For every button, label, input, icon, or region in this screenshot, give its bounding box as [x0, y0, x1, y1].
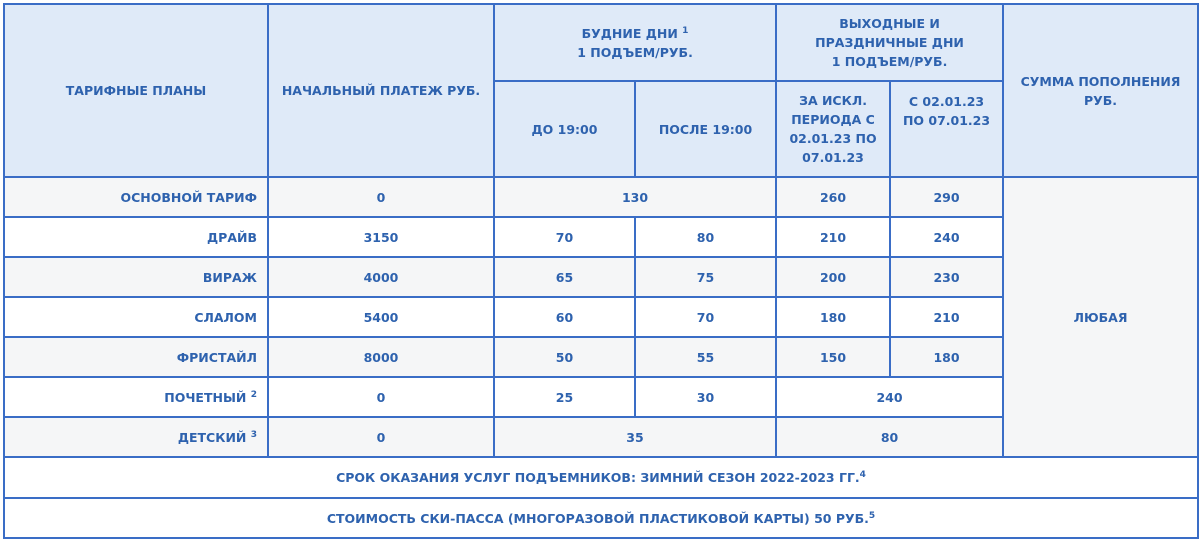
row-name: ДЕТСКИЙ $^3$: [4, 417, 268, 457]
topup-value: ЛЮБАЯ: [1003, 177, 1198, 457]
row-weekend-except: 200: [776, 257, 890, 297]
row-after-19: 55: [635, 337, 776, 377]
row-initial: 8000: [268, 337, 494, 377]
row-weekend-except: 260: [776, 177, 890, 217]
tariff-table: [3, 3, 1199, 539]
row-before-19: 65: [494, 257, 635, 297]
row-after-19: 80: [635, 217, 776, 257]
header-except-period: ЗА ИСКЛ. ПЕРИОДА С 02.01.23 ПО 07.01.23: [776, 81, 890, 177]
row-name: ОСНОВНОЙ ТАРИФ: [4, 177, 268, 217]
row-weekend-period: 230: [890, 257, 1003, 297]
row-initial: 4000: [268, 257, 494, 297]
header-before-19: ДО 19:00: [494, 81, 635, 177]
row-after-19: 70: [635, 297, 776, 337]
row-before-19: 60: [494, 297, 635, 337]
header-after-19: ПОСЛЕ 19:00: [635, 81, 776, 177]
header-weekends: ВЫХОДНЫЕ И ПРАЗДНИЧНЫЕ ДНИ 1 ПОДЪЕМ/РУБ.: [776, 4, 1003, 81]
row-name: ДРАЙВ: [4, 217, 268, 257]
header-weekdays: БУДНИЕ ДНИ $^1$ 1 ПОДЪЕМ/РУБ.: [494, 4, 776, 81]
row-weekend-except: 150: [776, 337, 890, 377]
row-weekday: 35: [494, 417, 776, 457]
header-initial-payment: НАЧАЛЬНЫЙ ПЛАТЕЖ РУБ.: [268, 4, 494, 177]
row-name: ВИРАЖ: [4, 257, 268, 297]
header-row-top: [4, 4, 1198, 81]
row-after-19: 75: [635, 257, 776, 297]
footer-row-skipass: [4, 498, 1198, 538]
header-topup: СУММА ПОПОЛНЕНИЯ РУБ.: [1003, 4, 1198, 177]
row-before-19: 50: [494, 337, 635, 377]
header-period: С 02.01.23 ПО 07.01.23: [890, 81, 1003, 177]
row-weekend-period: 180: [890, 337, 1003, 377]
row-after-19: 30: [635, 377, 776, 417]
footer-row-season: [4, 457, 1198, 498]
row-weekend-period: 290: [890, 177, 1003, 217]
row-initial: 5400: [268, 297, 494, 337]
row-weekend-except: 180: [776, 297, 890, 337]
row-initial: 0: [268, 177, 494, 217]
row-weekend-period: 240: [890, 217, 1003, 257]
row-weekday: 130: [494, 177, 776, 217]
row-weekend-except: 210: [776, 217, 890, 257]
row-before-19: 25: [494, 377, 635, 417]
row-initial: 0: [268, 377, 494, 417]
table-row: [4, 177, 1198, 217]
footer-season: СРОК ОКАЗАНИЯ УСЛУГ ПОДЪЕМНИКОВ: ЗИМНИЙ СЕЗОН 2022-2023 ГГ.$^4$: [4, 457, 1198, 498]
row-name: СЛАЛОМ: [4, 297, 268, 337]
row-weekend: 80: [776, 417, 1003, 457]
row-name: ФРИСТАЙЛ: [4, 337, 268, 377]
row-initial: 3150: [268, 217, 494, 257]
row-initial: 0: [268, 417, 494, 457]
header-plans: ТАРИФНЫЕ ПЛАНЫ: [4, 4, 268, 177]
row-before-19: 70: [494, 217, 635, 257]
footer-skipass: СТОИМОСТЬ СКИ-ПАССА (МНОГОРАЗОВОЙ ПЛАСТИКОВОЙ КАРТЫ) 50 РУБ.$^5$: [4, 498, 1198, 538]
row-weekend: 240: [776, 377, 1003, 417]
row-name: ПОЧЕТНЫЙ $^2$: [4, 377, 268, 417]
row-weekend-period: 210: [890, 297, 1003, 337]
